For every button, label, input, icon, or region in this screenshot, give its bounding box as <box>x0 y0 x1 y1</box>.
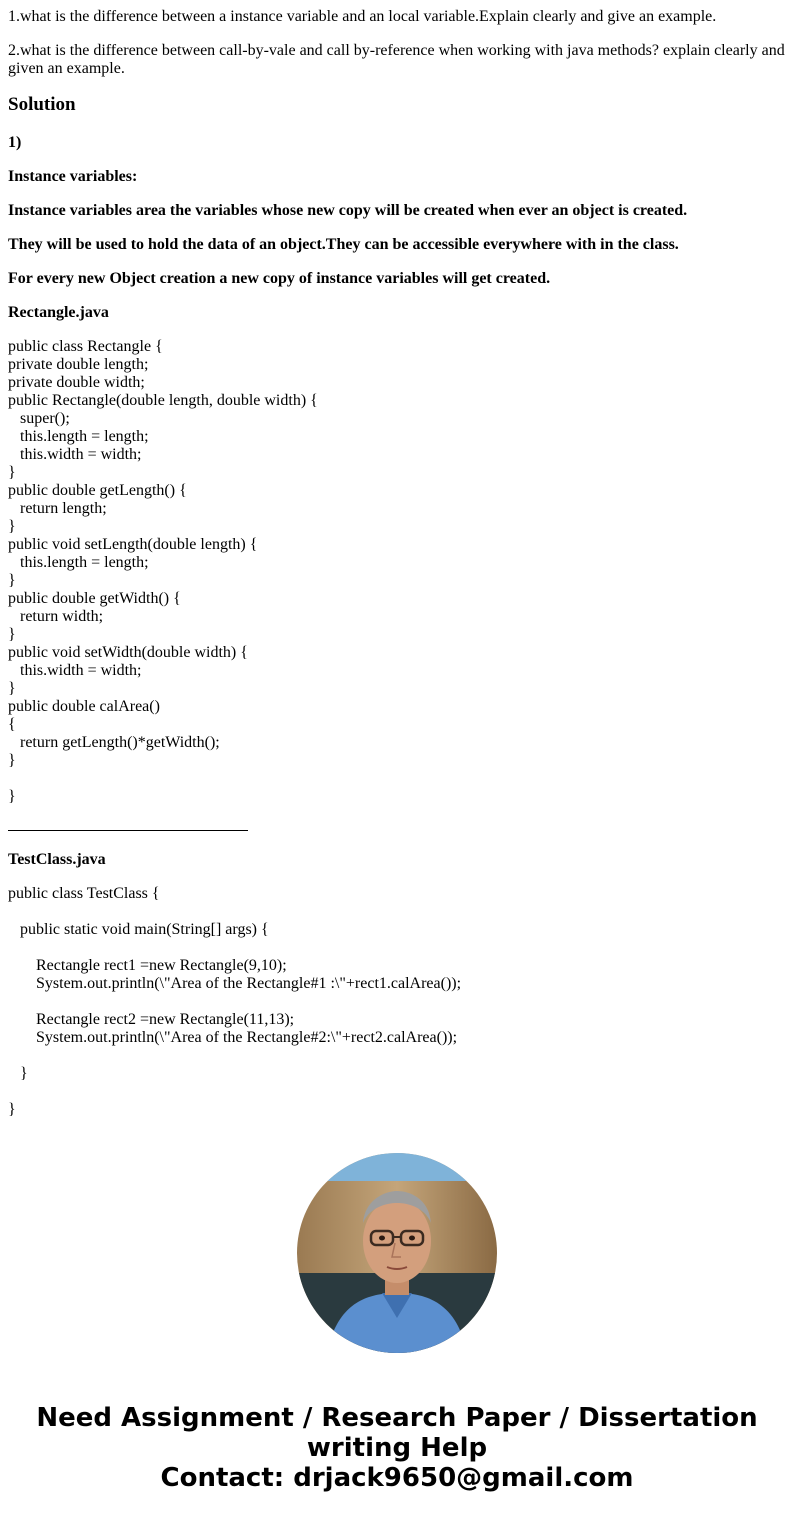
code-line: this.width = width; <box>8 662 142 679</box>
code-line: public double getLength() { <box>8 482 187 499</box>
code-line: return getLength()*getWidth(); <box>8 734 220 751</box>
file2-name: TestClass.java <box>8 851 106 868</box>
code-line: public Rectangle(double length, double width) { <box>8 392 318 409</box>
code-line: } <box>8 752 16 769</box>
code-line: public void setWidth(double width) { <box>8 644 248 661</box>
instance-heading: Instance variables: <box>8 168 138 185</box>
rectangle-code-block <box>8 338 788 806</box>
paragraph-3: For every new Object creation a new copy of instance variables will get created. <box>8 270 551 287</box>
question-2: 2.what is the difference between call-by-vale and call by-reference when working with java methods? explain clearly and given an example. <box>8 42 785 77</box>
code-line: public static void main(String[] args) { <box>8 921 269 938</box>
code-line: } <box>8 464 16 481</box>
code-line <box>8 770 788 788</box>
code-line: } <box>8 788 16 805</box>
footer-line-3: Contact: drjack9650@gmail.com <box>160 1463 634 1493</box>
part-number: 1) <box>8 134 22 151</box>
file1-name: Rectangle.java <box>8 304 109 321</box>
footer-banner <box>0 1403 794 1493</box>
solution-heading: Solution <box>8 94 76 115</box>
code-line: public class TestClass { <box>8 885 160 902</box>
code-line: Rectangle rect1 =new Rectangle(9,10); <box>8 957 287 974</box>
code-line: this.length = length; <box>8 428 149 445</box>
testclass-code-block <box>8 885 788 1119</box>
code-line <box>8 993 788 1011</box>
code-line: Rectangle rect2 =new Rectangle(11,13); <box>8 1011 295 1028</box>
portrait-image <box>297 1153 497 1353</box>
code-line: } <box>8 518 16 535</box>
author-photo <box>297 1153 497 1353</box>
code-line <box>8 1047 788 1065</box>
paragraph-1: Instance variables area the variables whose new copy will be created when ever an object is created. <box>8 202 688 219</box>
code-line: return width; <box>8 608 104 625</box>
code-line: private double width; <box>8 374 145 391</box>
code-line: public void setLength(double length) { <box>8 536 258 553</box>
document-content <box>8 8 788 1135</box>
code-line: } <box>8 572 16 589</box>
code-line: private double length; <box>8 356 149 373</box>
code-line: public double calArea() <box>8 698 160 715</box>
code-line: } <box>8 1065 28 1082</box>
code-line: super(); <box>8 410 70 427</box>
code-line: return length; <box>8 500 107 517</box>
question-1: 1.what is the difference between a instance variable and an local variable.Explain clearly and give an example. <box>8 8 717 25</box>
divider <box>8 830 248 831</box>
code-line: this.width = width; <box>8 446 142 463</box>
code-line <box>8 939 788 957</box>
footer-line-2: writing Help <box>306 1433 488 1463</box>
code-line <box>8 1083 788 1101</box>
code-line: this.length = length; <box>8 554 149 571</box>
code-line: System.out.println(\"Area of the Rectangle#1 :\"+rect1.calArea()); <box>8 975 462 992</box>
code-line: } <box>8 1101 16 1118</box>
footer-line-1: Need Assignment / Research Paper / Dissertation <box>36 1403 758 1433</box>
code-line: { <box>8 716 16 733</box>
paragraph-2: They will be used to hold the data of an object.They can be accessible everywhere with in the class. <box>8 236 679 253</box>
code-line: System.out.println(\"Area of the Rectangle#2:\"+rect2.calArea()); <box>8 1029 458 1046</box>
code-line: } <box>8 626 16 643</box>
code-line <box>8 903 788 921</box>
code-line: public double getWidth() { <box>8 590 181 607</box>
code-line: } <box>8 680 16 697</box>
code-line: public class Rectangle { <box>8 338 163 355</box>
